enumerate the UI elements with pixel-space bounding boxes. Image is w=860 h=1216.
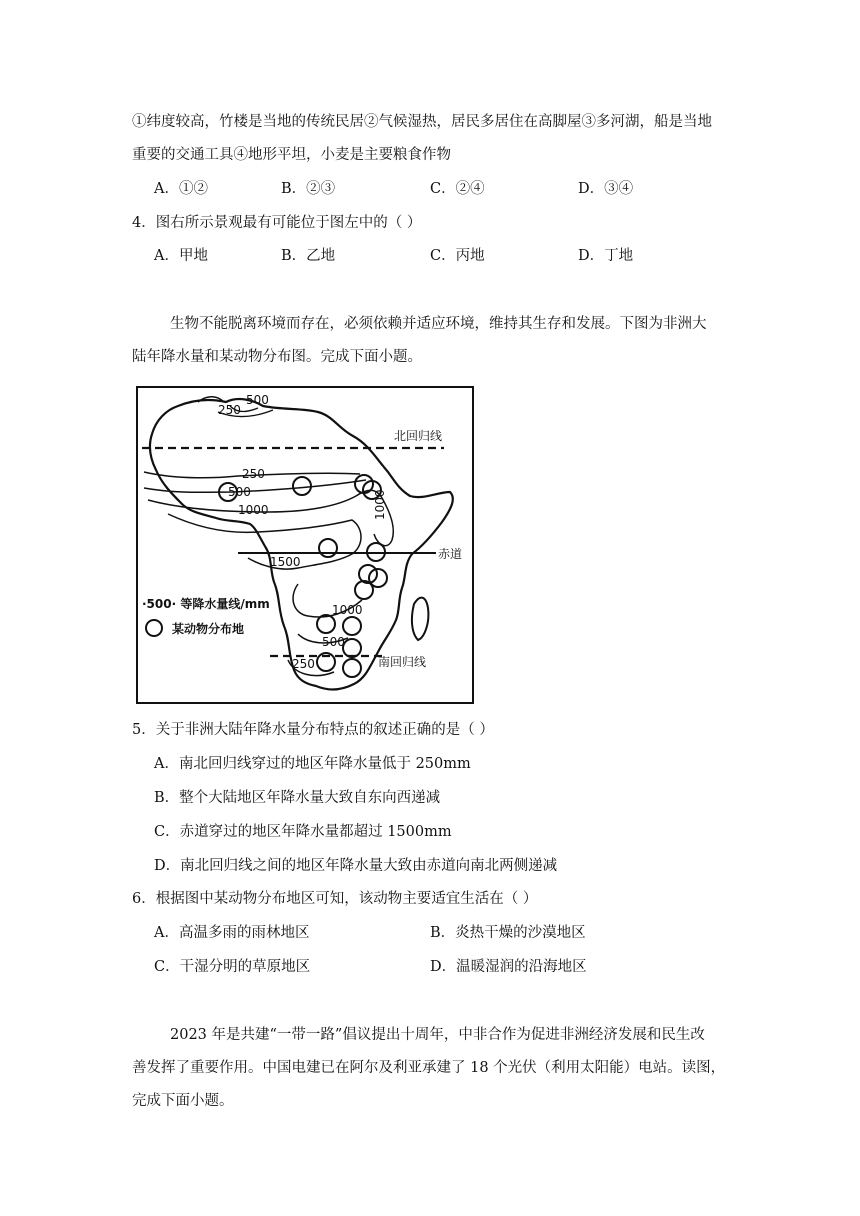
passage2-line1: 2023 年是共建“一带一路”倡议提出十周年，中非合作为促进非洲经济发展和民生改 bbox=[170, 1027, 705, 1043]
q5-option-b: B．整个大陆地区年降水量大致自东向西递减 bbox=[154, 790, 441, 806]
isohyet-label-1000-east: 1000 bbox=[373, 489, 387, 520]
q4-option-b: B．乙地 bbox=[281, 248, 336, 264]
isohyet-label-250-north: 250 bbox=[218, 403, 241, 417]
passage1-line2: 陆年降水量和某动物分布图。完成下面小题。 bbox=[132, 349, 422, 365]
isohyet-label-500-south: 500 bbox=[322, 635, 345, 649]
animal-marker bbox=[319, 539, 337, 557]
animal-marker bbox=[343, 659, 361, 677]
q3-text-line1: ①纬度较高，竹楼是当地的传统民居②气候湿热，居民多居住在高脚屋③多河湖，船是当地 bbox=[132, 114, 712, 130]
equator-label: 赤道 bbox=[438, 547, 463, 561]
passage2-line2: 善发挥了重要作用。中国电建已在阿尔及利亚承建了 18 个光伏（利用太阳能）电站。读图， bbox=[132, 1060, 726, 1076]
q5-option-c: C．赤道穿过的地区年降水量都超过 1500mm bbox=[154, 824, 452, 840]
q3-option-c: C．②④ bbox=[430, 181, 485, 197]
madagascar-outline bbox=[412, 598, 428, 640]
isohyet-500 bbox=[144, 480, 366, 492]
animal-marker bbox=[343, 617, 361, 635]
q3-text-line2: 重要的交通工具④地形平坦，小麦是主要粮食作物 bbox=[132, 147, 451, 163]
animal-marker bbox=[293, 477, 311, 495]
isohyet-label-1500: 1500 bbox=[270, 555, 301, 569]
legend-animal-symbol bbox=[146, 620, 162, 636]
q5-option-d: D．南北回归线之间的地区年降水量大致由赤道向南北两侧递减 bbox=[154, 858, 558, 874]
q4-option-a: A．甲地 bbox=[154, 248, 208, 264]
isohyet-label-1000: 1000 bbox=[238, 503, 269, 517]
map-svg bbox=[138, 388, 472, 702]
q3-option-b: B．②③ bbox=[281, 181, 336, 197]
q6-option-d: D．温暖湿润的沿海地区 bbox=[430, 959, 587, 975]
isohyet-label-250-south: 250 bbox=[292, 657, 315, 671]
animal-marker bbox=[355, 581, 373, 599]
q6-stem: 6．根据图中某动物分布地区可知，该动物主要适宜生活在（ ） bbox=[132, 891, 538, 907]
isohyet-label-250: 250 bbox=[242, 467, 265, 481]
isohyet-label-500: 500 bbox=[228, 485, 251, 499]
q3-option-a: A．①② bbox=[154, 181, 208, 197]
q4-option-c: C．丙地 bbox=[430, 248, 485, 264]
q6-option-b: B．炎热干燥的沙漠地区 bbox=[430, 925, 586, 941]
tropic-north-label: 北回归线 bbox=[394, 429, 443, 443]
q5-stem: 5．关于非洲大陆年降水量分布特点的叙述正确的是（ ） bbox=[132, 722, 494, 738]
q4-stem: 4．图右所示景观最有可能位于图左中的（ ） bbox=[132, 215, 422, 231]
animal-marker bbox=[343, 639, 361, 657]
legend-animal: 某动物分布地 bbox=[172, 622, 245, 636]
q5-option-a: A．南北回归线穿过的地区年降水量低于 250mm bbox=[154, 756, 471, 772]
q6-option-a: A．高温多雨的雨林地区 bbox=[154, 925, 310, 941]
animal-marker bbox=[317, 615, 335, 633]
q4-option-d: D．丁地 bbox=[578, 248, 634, 264]
isohyet-1500 bbox=[168, 514, 361, 569]
q6-option-c: C．干湿分明的草原地区 bbox=[154, 959, 311, 975]
passage1-line1: 生物不能脱离环境而存在，必须依赖并适应环境，维持其生存和发展。下图为非洲大 bbox=[170, 316, 707, 332]
africa-rainfall-map bbox=[136, 386, 474, 704]
tropic-south-label: 南回归线 bbox=[378, 655, 427, 669]
isohyet-label-1000-south: 1000 bbox=[332, 603, 363, 617]
legend-isohyet: ·500· 等降水量线/mm bbox=[142, 597, 270, 611]
passage2-line3: 完成下面小题。 bbox=[132, 1093, 234, 1109]
isohyet-label-500-north: 500 bbox=[246, 393, 269, 407]
q3-option-d: D．③④ bbox=[578, 181, 634, 197]
